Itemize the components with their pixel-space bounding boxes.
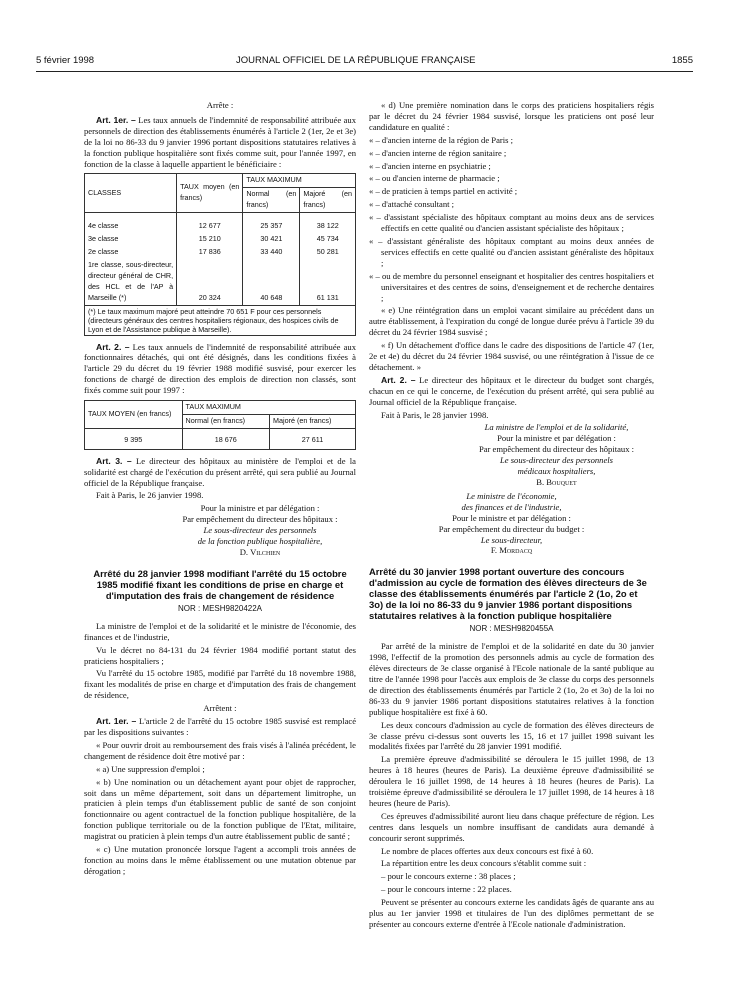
article-1-text: Les taux annuels de l'indemnité de responsabilité attribuée aux personnels de direction des établissements énumérés à l'article 2 (1er, 2e et 3e) de la loi no 86-33 du 9 janvier 1996 portant dispositions statutaires relatives à la fonction publique hospitalière sont fixés comme suit, pour l'année 1997, en fonction de la classe à laquelle appartient le bénéficiaire :	[84, 114, 357, 169]
col-taux-moyen: TAUX MOYEN (en francs)	[85, 401, 183, 429]
signatory-name: B. Bouquet	[536, 477, 577, 487]
signatory-name: D. Vilchien	[239, 547, 281, 557]
article-3	[84, 456, 356, 489]
table-note: (*) Le taux maximum majoré peut atteindre 70 651 F pour ces personnels (directeurs généraux des centres hospitaliers régionaux, des hospices civils de Lyon et de l'Assistance publique à Marseille).	[85, 305, 356, 335]
list-item: « – d'ancien interne en psychiatrie ;	[369, 160, 491, 171]
list-item: « – d'attaché consultant ;	[369, 199, 455, 210]
qualification-list	[369, 135, 654, 304]
article-3-heading: Art. 3. –	[96, 455, 132, 466]
col-normal: Normal (en francs)	[243, 188, 300, 213]
signature-block-2: La ministre de l'emploi et de la solidarité, Pour la ministre et par délégation : Par empêchement du directeur des hôpitaux : Le sous-directeur des personnels médicaux hospitaliers, B. Bouquet	[369, 422, 654, 487]
indemnity-table-2	[84, 400, 356, 450]
article-2: Art. 2. – Le directeur des hôpitaux et le directeur du budget sont chargés, chacun en ce qui le concerne, de l'exécution du présent arrêté, qui sera publié au Journal officiel de la République française.	[369, 374, 654, 407]
table-row: 2e classe 17 836 33 440 50 281	[85, 246, 356, 259]
arretent-label: Arrêtent :	[203, 703, 237, 714]
list-item: « – d'assistant spécialiste des hôpitaux comptant au moins deux ans de services effectifs en cette qualité ou d'ancien assistant spécialiste des hôpitaux ;	[369, 212, 654, 234]
arrete-label: Arrête :	[206, 100, 234, 110]
col-taux-moyen: TAUX moyen (en francs)	[177, 174, 243, 213]
list-item: « – d'assistant généraliste des hôpitaux comptant au moins deux années de services effectifs en cette qualité ou d'ancien assistant généraliste des hôpitaux ;	[369, 235, 654, 268]
article-2	[84, 342, 356, 397]
article-1: Art. 1er. – L'article 2 de l'arrêté du 15 octobre 1985 susvisé est remplacé par les dispositions suivantes :	[84, 716, 357, 737]
list-item: « – d'ancien interne de la région de Paris ;	[369, 134, 514, 145]
col-taux-maximum: TAUX MAXIMUM	[182, 401, 355, 415]
list-item: « – ou de membre du personnel enseignant et hospitalier des centres hospitaliers et universitaires et des centres de soins, d'enseignement et de recherche dentaires ;	[369, 270, 654, 303]
indemnity-table-1	[84, 173, 356, 335]
article-2-heading: Art. 2. –	[96, 341, 130, 352]
article-2-heading: Art. 2. –	[381, 374, 416, 385]
list-item: « – de praticien à temps partiel en activité ;	[369, 186, 518, 197]
left-column: Arrête : Art. 1er. – Les taux annuels de l'indemnité de responsabilité attribuée aux personnels de direction des établissements énumérés à l'article 2 (1er, 2e et 3e) de la loi no 86-33 du 9 janvier 1996 portant dispositions statutaires relatives à la fonction publique hospitalière sont fixés comme suit, pour l'année 1997, en fonction de la classe à laquelle appartient le bénéficiaire : CLASSES TAUX moyen (en francs) TAUX MAXIMUM Normal (en francs) Majoré (en francs) 4e classe 12 677 25 357 38 122 3e classe 15 210 30 421 45 734 2e classe 17 836 33 440 50 281 1re classe, sous-directeur, directeur général de CHR, des HCL et de l'AP à Marseille (*) 20 324 40 648 61 131 (*) Le taux maximum majoré peut atteindre 70 651 F pour ces personnels (directeurs généraux des centres hospitaliers régionaux, des hospices civils de Lyon et de l'Assistance publique à Marseille). Art. 2. – Les taux annuels de l'indemnité de responsabilité attribuée aux fonctionnaires détachés, qui ont été désignés, dans les conditions fixées à l'article 29 du décret du 19 février 1988 modifié susvisé, pour exercer les fonctions de chargé de direction des emplois de direction non classés, sont fixés comme suit pour 1997 : TAUX MOYEN (en francs) TAUX MAXIMUM Normal (en francs) Majoré (en francs) 9 395 18 676 27 611 Art. 3. – Le directeur des hôpitaux au ministère de l'emploi et de la solidarité est chargé de l'exécution du présent arrêté, qui sera publié au Journal officiel de la République française. Fait à Paris, le 26 janvier 1998. Pour la ministre et par délégation : Par empêchement du directeur des hôpitaux : Le sous-directeur des personnels de la fonction publique hospitalière, D. Vilchien Arrêté du 28 janvier 1998 modifiant l'arrêté du 15 octobre 1985 modifié fixant les conditions de prise en charge et d'imputation des frais de changement de résidence NOR : MESH9820422A La ministre de l'emploi et de la solidarité et le ministre de l'économie, des finances et de l'industrie, Vu le décret no 84-131 du 24 février 1984 modifié portant statut des praticiens hospitaliers ; Vu l'arrêté du 15 octobre 1985, modifié par l'arrêté du 18 novembre 1988, fixant les modalités de prise en charge et d'imputation des frais de changement de résidence, Arrêtent : Art. 1er. – L'article 2 de l'arrêté du 15 octobre 1985 susvisé est remplacé par les dispositions suivantes : « Pour ouvrir droit au remboursement des frais visés à l'alinéa précédent, le changement de résidence doit être motivé par : « a) Une suppression d'emploi ; « b) Une nomination ou un détachement ayant pour objet de rapprocher, soit dans un même département, soit dans un département limitrophe, un praticien à plein temps d'un établissement public de santé de son conjoint fonctionnaire ou agent contractuel de la fonction publique hospitalière, de la fonction publique territoriale ou de la fonction publique de l'Etat, militaire, magistrat ou praticien à plein temps d'un autre établissement public de santé ; « c) Une mutation prononcée lorsque l'agent a accompli trois années de fonction au moins dans le même établissement ou une mutation obtenue par dérogation ;	[84, 100, 357, 876]
nor-reference: NOR : MESH9820422A	[177, 603, 263, 613]
page-header	[36, 55, 693, 69]
signature-place-date: Fait à Paris, le 26 janvier 1998.	[96, 490, 204, 501]
decree-title-3: Arrêté du 30 janvier 1998 portant ouverture des concours d'admission au cycle de formation des élèves directeurs de 3e classe des établissements énumérés par l'article 2 (1o, 2o et 3o) de la loi no 86-33 du 9 janvier 1986 portant dispositions statutaires relatives à la fonction publique hospitalière	[369, 566, 647, 622]
col-classes: CLASSES	[85, 174, 177, 213]
article-3-text: Le directeur des hôpitaux au ministère de l'emploi et de la solidarité est chargé de l'exécution du présent arrêté, qui sera publié au Journal officiel de la République française.	[84, 455, 356, 488]
col-normal: Normal (en francs)	[182, 414, 270, 428]
col-taux-maximum: TAUX MAXIMUM	[243, 174, 356, 188]
decree-title-2: Arrêté du 28 janvier 1998 modifiant l'arrêté du 15 octobre 1985 modifié fixant les conditions de prise en charge et d'imputation des frais de changement de résidence	[93, 567, 347, 601]
signature-block-3: Le ministre de l'économie, des finances et de l'industrie, Pour le ministre et par délégation : Par empêchement du directeur du budget : Le sous-directeur, F. Mordacq	[369, 491, 654, 556]
article-1	[84, 115, 356, 170]
signature-place-date: Fait à Paris, le 28 janvier 1998.	[381, 409, 489, 420]
article-1-heading: Art. 1er. –	[96, 716, 137, 727]
table-row: 1re classe, sous-directeur, directeur général de CHR, des HCL et de l'AP à Marseille (*) 20 324 40 648 61 131	[85, 259, 356, 305]
article-1-heading: Art. 1er. –	[96, 114, 136, 125]
list-item: « – d'ancien interne de région sanitaire ;	[369, 147, 507, 158]
header-journal: JOURNAL OFFICIEL DE LA RÉPUBLIQUE FRANÇAISE	[236, 55, 476, 66]
article-2-text: Les taux annuels de l'indemnité de responsabilité attribuée aux fonctionnaires détachés, qui ont été désignés, dans les conditions fixées à l'article 29 du décret du 19 février 1988 modifié susvisé, pour exercer les fonctions de chargé de direction des emplois de direction non classés, sont fixés comme suit pour 1997 :	[84, 341, 356, 396]
header-page-number: 1855	[671, 55, 693, 66]
header-rule	[36, 71, 693, 72]
signature-block-1: Pour la ministre et par délégation : Par empêchement du directeur des hôpitaux : Le sous-directeur des personnels de la fonction publique hospitalière, D. Vilchien	[84, 503, 356, 558]
signatory-name: F. Mordacq	[490, 545, 533, 556]
table-row: 4e classe 12 677 25 357 38 122	[85, 213, 356, 233]
list-item: « – ou d'ancien interne de pharmacie ;	[369, 173, 500, 184]
table-row: 9 395 18 676 27 611	[85, 428, 356, 449]
right-column: « d) Une première nomination dans le corps des praticiens hospitaliers régis par le décret du 24 février 1984 susvisé, lorsque les praticiens ont posé leur candidature en qualité : « – d'ancien interne de la région de Paris ; « – d'ancien interne de région sanitaire ; « – d'ancien interne en psychiatrie ; « – ou d'ancien interne de pharmacie ; « – de praticien à temps partiel en activité ; « – d'attaché consultant ; « – d'assistant spécialiste des hôpitaux comptant au moins deux ans de services effectifs en cette qualité ou d'ancien assistant spécialiste des hôpitaux ; « – d'assistant généraliste des hôpitaux comptant au moins deux années de services effectifs en cette qualité ou d'ancien assistant généraliste des hôpitaux ; « – ou de membre du personnel enseignant et hospitalier des centres hospitaliers et universitaires et des centres de soins, d'enseignement et de recherche dentaires ; « e) Une réintégration dans un emploi vacant similaire au précédent dans un autre établissement, à l'expiration du congé de longue durée prévu à l'article 39 du décret du 24 février 1984 susvisé ; « f) Un détachement d'office dans le cadre des dispositions de l'article 47 (1er, 2e et 4e) du décret du 24 février 1984 susvisé, ou une réintégration à l'issue de ce détachement. » Art. 2. – Le directeur des hôpitaux et le directeur du budget sont chargés, chacun en ce qui le concerne, de l'exécution du présent arrêté, qui sera publié au Journal officiel de la République française. Fait à Paris, le 28 janvier 1998. La ministre de l'emploi et de la solidarité, Pour la ministre et par délégation : Par empêchement du directeur des hôpitaux : Le sous-directeur des personnels médicaux hospitaliers, B. Bouquet Le ministre de l'économie, des finances et de l'industrie, Pour le ministre et par délégation : Par empêchement du directeur du budget : Le sous-directeur, F. Mordacq Arrêté du 30 janvier 1998 portant ouverture des concours d'admission au cycle de formation des élèves directeurs de 3e classe des établissements énumérés par l'article 2 (1o, 2o et 3o) de la loi no 86-33 du 9 janvier 1986 portant dispositions statutaires relatives à la fonction publique hospitalière NOR : MESH9820455A Par arrêté de la ministre de l'emploi et de la solidarité en date du 30 janvier 1998, l'effectif de la promotion des personnels admis au cycle de formation des élèves directeurs de 3e classe organisé à l'Ecole nationale de la santé publique au titre de l'année 1998 pour l'accès aux emplois de 3e classe du corps des personnels de direction des établissements énumérés par l'article 2 (1o, 2o et 3o) de la loi no 86-33 du 9 janvier 1986 portant dispositions statutaires relatives à la fonction publique hospitalière est fixé à 60. Les deux concours d'admission au cycle de formation des élèves directeurs de 3e classe prévu ci-dessus sont ouverts les 15, 16 et 17 juillet 1998 suivant les modalités fixées par l'arrêté du 28 janvier 1991 modifié. La première épreuve d'admissibilité se déroulera le 15 juillet 1998, de 13 heures à 18 heures (heures de Paris). La deuxième épreuve d'admissibilité se déroulera le 16 juillet 1998, de 14 heures à 18 heures (heures de Paris). La troisième épreuve d'admissibilité se déroulera le 17 juillet 1998, de 14 heures à 18 heures (heure de Paris). Ces épreuves d'admissibilité auront lieu dans chaque préfecture de région. Les centres dans lesquels un nombre insuffisant de candidats aura demandé à concourir seront supprimés. Le nombre de places offertes aux deux concours est fixé à 60. La répartition entre les deux concours s'établit comme suit : – pour le concours externe : 38 places ; – pour le concours interne : 22 places. Peuvent se présenter au concours externe les candidats âgés de quarante ans au plus au 1er janvier 1998 et titulaires de l'un des diplômes permettant de se présenter au concours externe d'entrée à l'Ecole nationale d'administration.	[369, 100, 654, 929]
table-row: 3e classe 15 210 30 421 45 734	[85, 233, 356, 246]
col-majore: Majoré (en francs)	[300, 188, 356, 213]
header-date: 5 février 1998	[36, 55, 95, 66]
nor-reference: NOR : MESH9820455A	[469, 624, 554, 634]
col-majore: Majoré (en francs)	[270, 414, 356, 428]
